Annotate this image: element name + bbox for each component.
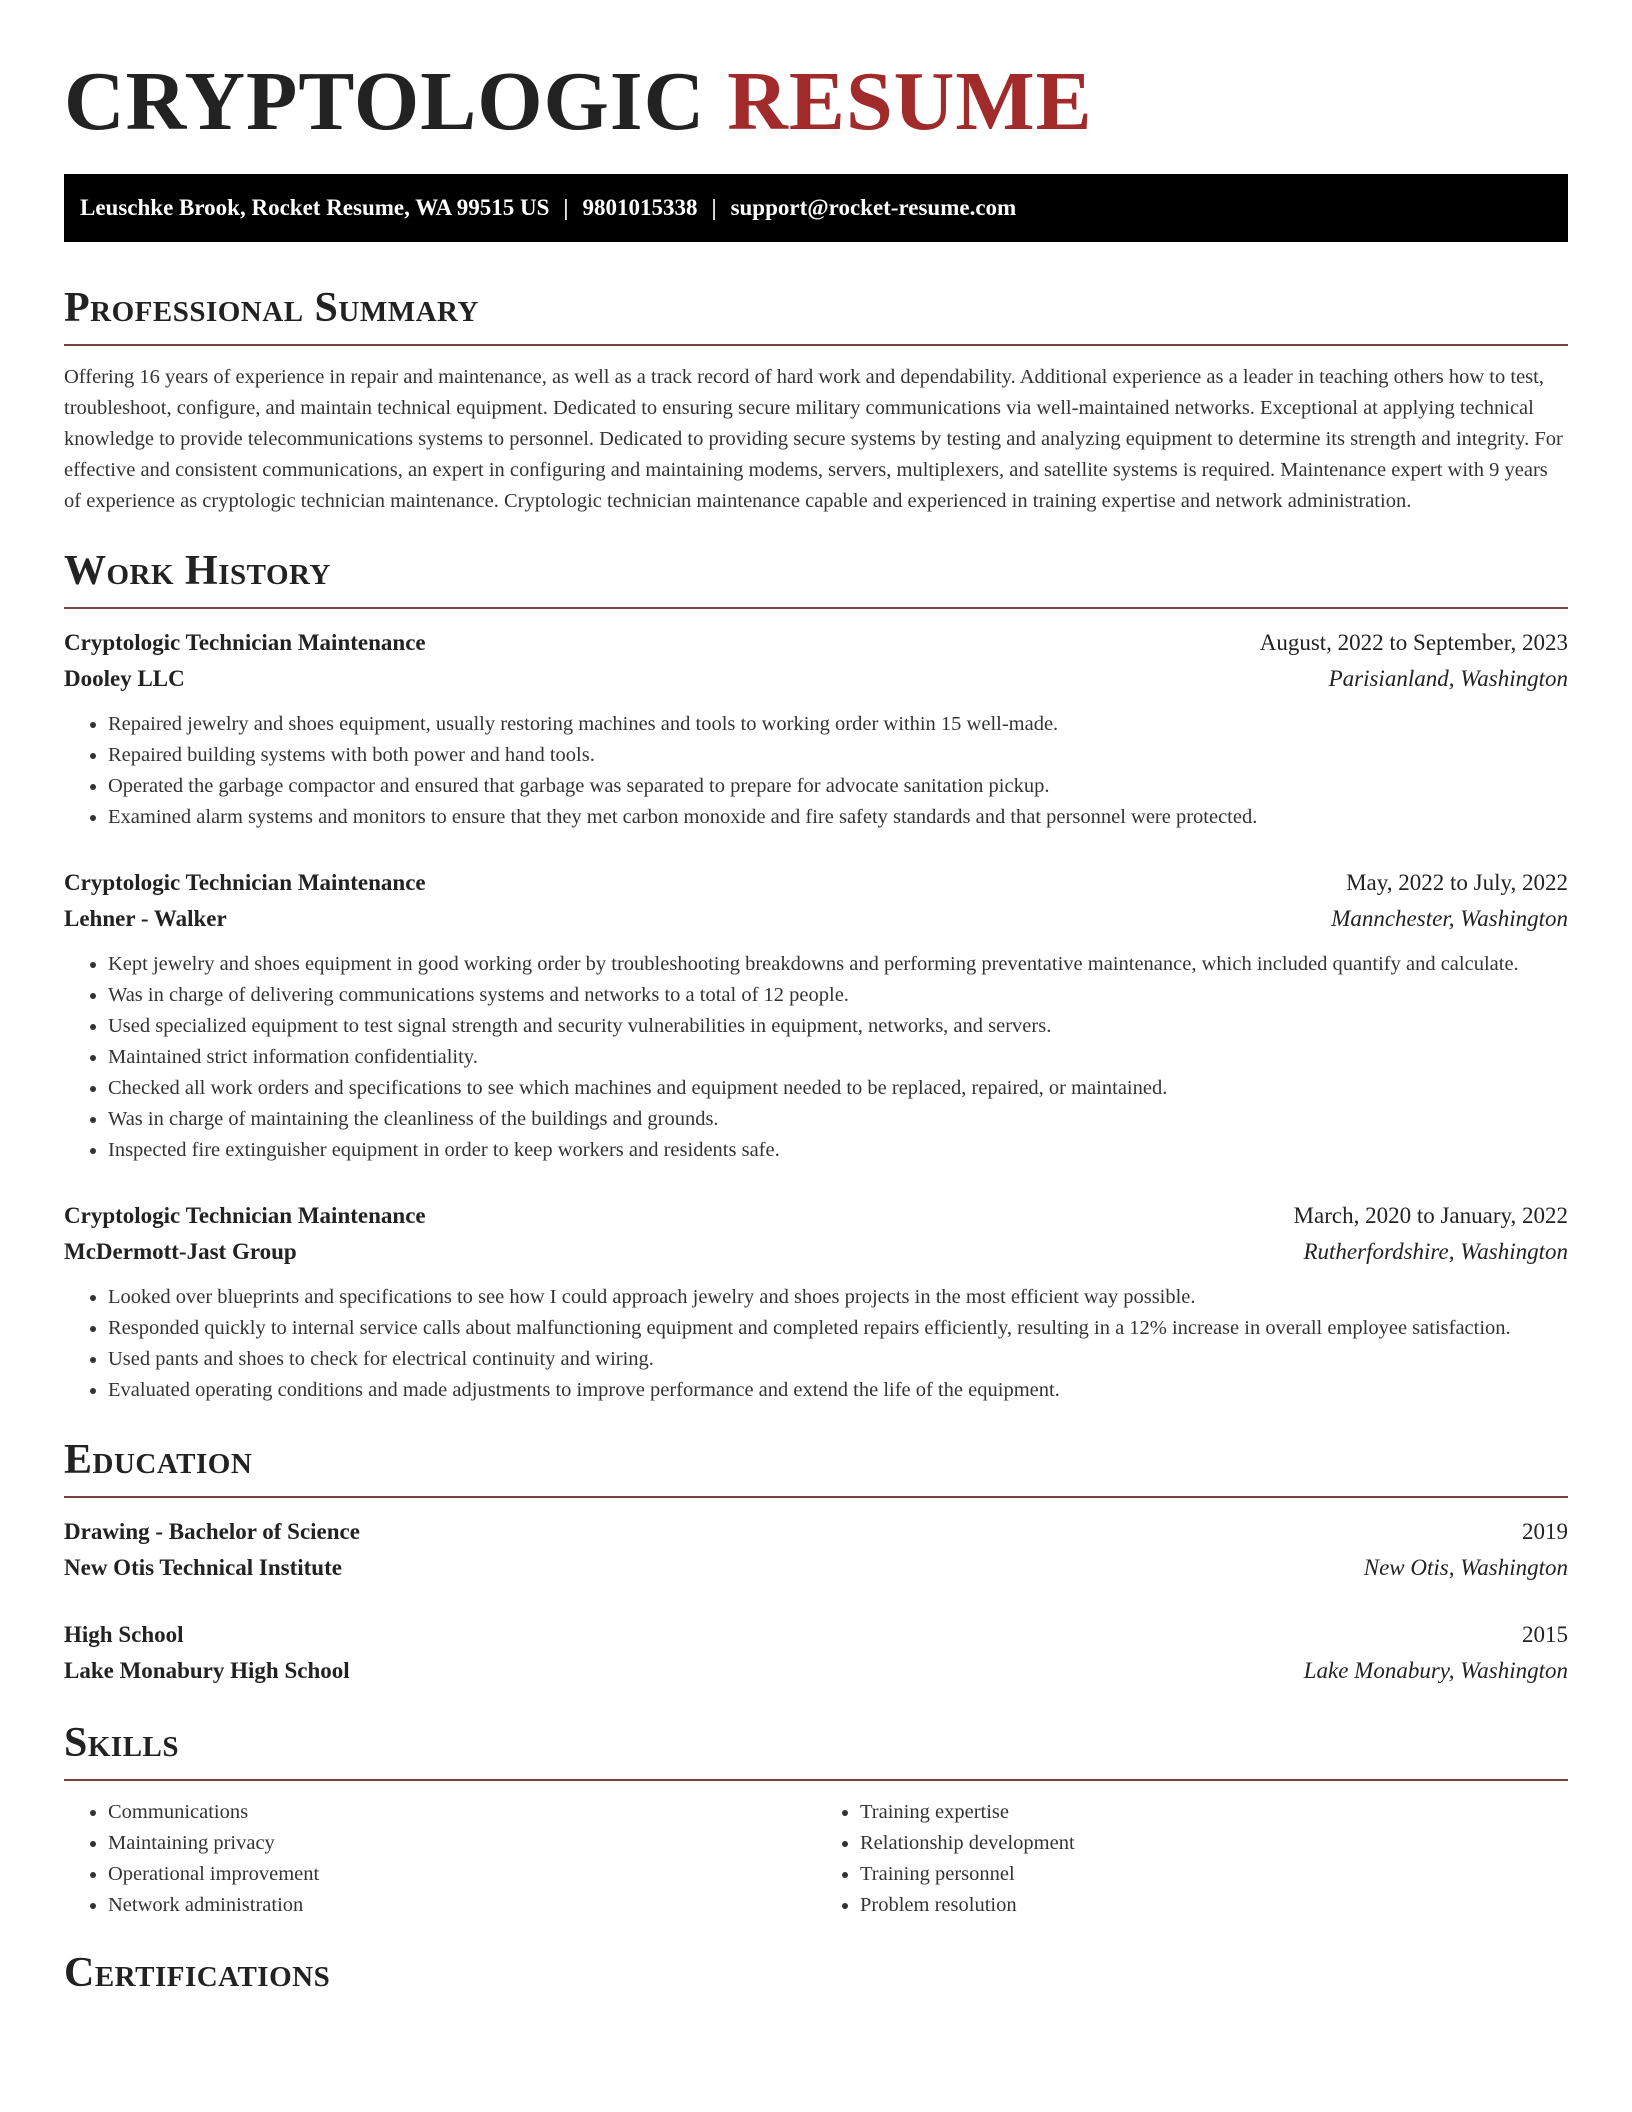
section-heading-certifications: Certifications	[64, 1950, 331, 1996]
section-divider	[64, 1496, 1568, 1498]
skills-section	[64, 1717, 1568, 1921]
job-company-row	[64, 1234, 1568, 1270]
contact-email[interactable]: support@rocket-resume.com	[730, 195, 1017, 220]
section-heading-education: Education	[64, 1437, 253, 1483]
summary-text: Offering 16 years of experience in repair and maintenance, as well as a track record of hard work and dependability. Additional experience as a leader in teaching others how to test, troubleshoot, configure, and maintain technical equipment. Dedicated to ensuring secure military communications via well-maintained networks. Exceptional at applying technical knowledge to provide telecommunications systems to personnel. Dedicated to providing secure systems by testing and analyzing equipment to determine its strength and integrity. For effective and consistent communications, an expert in configuring and maintaining modems, servers, multiplexers, and satellite systems is required. Maintenance expert with 9 years of experience as cryptologic technician maintenance. Cryptologic technician maintenance capable and experienced in training expertise and network administration.	[64, 366, 1563, 512]
job-company-row	[64, 901, 1568, 937]
job-bullet: • Examined alarm systems and monitors to ensure that they met carbon monoxide and fire safety standards and that personnel were protected.	[108, 802, 1568, 833]
job-bullet: • Repaired building systems with both power and hand tools.	[108, 740, 1568, 771]
certifications-section	[64, 1947, 1568, 1999]
education-school: New Otis Technical Institute	[64, 1555, 342, 1580]
title-accent: RESUME	[727, 55, 1093, 148]
resume-page	[64, 0, 1568, 1999]
section-divider	[64, 344, 1568, 346]
education-degree: Drawing - Bachelor of Science	[64, 1519, 360, 1544]
job-bullet: • Kept jewelry and shoes equipment in good working order by troubleshooting breakdowns and performing preventative maintenance, which included quantify and calculate.	[108, 949, 1568, 980]
education-year: 2019	[1522, 1519, 1568, 1544]
resume-title	[64, 0, 1568, 152]
education-year: 2015	[1522, 1622, 1568, 1647]
skill-item: • Network administration	[108, 1890, 816, 1921]
job-location: Rutherfordshire, Washington	[1303, 1239, 1568, 1264]
work-section	[64, 545, 1568, 1406]
education-school: Lake Monabury High School	[64, 1658, 350, 1683]
skill-item: • Relationship development	[860, 1828, 1568, 1859]
skill-item: • Training expertise	[860, 1797, 1568, 1828]
job-company-row	[64, 661, 1568, 697]
education-degree-row	[64, 1617, 1568, 1653]
summary-section	[64, 282, 1568, 517]
job-dates: March, 2020 to January, 2022	[1293, 1203, 1568, 1228]
skill-item: • Communications	[108, 1797, 816, 1828]
contact-separator: |	[563, 195, 569, 220]
job-bullet: • Checked all work orders and specifications to see which machines and equipment needed to be replaced, repaired, or maintained.	[108, 1073, 1568, 1104]
job-bullet: • Inspected fire extinguisher equipment in order to keep workers and residents safe.	[108, 1135, 1568, 1166]
skills-column-1	[64, 1797, 816, 1921]
skill-item: • Maintaining privacy	[108, 1828, 816, 1859]
job-bullet: • Used pants and shoes to check for electrical continuity and wiring.	[108, 1344, 1568, 1375]
job-header-row	[64, 865, 1568, 901]
section-divider	[64, 607, 1568, 609]
job-bullet: • Repaired jewelry and shoes equipment, usually restoring machines and tools to working order within 15 well-made.	[108, 709, 1568, 740]
job-bullet: • Looked over blueprints and specifications to see how I could approach jewelry and shoes projects in the most efficient way possible.	[108, 1282, 1568, 1313]
job-bullets	[64, 949, 1568, 1166]
education-school-row	[64, 1550, 1568, 1586]
job-company: Lehner - Walker	[64, 906, 227, 931]
job-dates: May, 2022 to July, 2022	[1346, 870, 1568, 895]
section-divider	[64, 1779, 1568, 1781]
job-title: Cryptologic Technician Maintenance	[64, 630, 426, 655]
job-bullet: • Responded quickly to internal service calls about malfunctioning equipment and completed repairs efficiently, resulting in a 12% increase in overall employee satisfaction.	[108, 1313, 1568, 1344]
skills-column-2	[816, 1797, 1568, 1921]
education-section	[64, 1434, 1568, 1689]
section-heading-work: Work History	[64, 548, 331, 594]
contact-separator: |	[711, 195, 717, 220]
skills-grid	[64, 1797, 1568, 1921]
job-company: McDermott-Jast Group	[64, 1239, 297, 1264]
job-bullet: • Operated the garbage compactor and ensured that garbage was separated to prepare for advocate sanitation pickup.	[108, 771, 1568, 802]
job-location: Mannchester, Washington	[1331, 906, 1568, 931]
job-bullet: • Was in charge of maintaining the cleanliness of the buildings and grounds.	[108, 1104, 1568, 1135]
job-company: Dooley LLC	[64, 666, 185, 691]
section-heading-summary: Professional Summary	[64, 285, 479, 331]
job-bullets	[64, 1282, 1568, 1406]
education-entry	[64, 1514, 1568, 1586]
education-degree-row	[64, 1514, 1568, 1550]
job-entry	[64, 1198, 1568, 1406]
job-location: Parisianland, Washington	[1328, 666, 1568, 691]
job-bullet: • Evaluated operating conditions and made adjustments to improve performance and extend the life of the equipment.	[108, 1375, 1568, 1406]
contact-phone[interactable]: 9801015338	[582, 195, 698, 220]
job-bullets	[64, 709, 1568, 833]
skill-item: • Problem resolution	[860, 1890, 1568, 1921]
job-title: Cryptologic Technician Maintenance	[64, 870, 426, 895]
title-main: CRYPTOLOGIC	[64, 55, 706, 148]
job-bullet: • Used specialized equipment to test signal strength and security vulnerabilities in equipment, networks, and servers.	[108, 1011, 1568, 1042]
contact-bar	[64, 174, 1568, 242]
education-location: Lake Monabury, Washington	[1303, 1658, 1568, 1683]
education-location: New Otis, Washington	[1363, 1555, 1568, 1580]
job-title: Cryptologic Technician Maintenance	[64, 1203, 426, 1228]
job-entry	[64, 865, 1568, 1166]
job-bullet: • Maintained strict information confidentiality.	[108, 1042, 1568, 1073]
job-entry	[64, 625, 1568, 833]
skill-item: • Operational improvement	[108, 1859, 816, 1890]
contact-address: Leuschke Brook, Rocket Resume, WA 99515 US	[80, 195, 550, 220]
job-bullet: • Was in charge of delivering communications systems and networks to a total of 12 people.	[108, 980, 1568, 1011]
education-degree: High School	[64, 1622, 184, 1647]
job-header-row	[64, 625, 1568, 661]
education-school-row	[64, 1653, 1568, 1689]
job-dates: August, 2022 to September, 2023	[1259, 630, 1568, 655]
section-heading-skills: Skills	[64, 1720, 180, 1766]
job-header-row	[64, 1198, 1568, 1234]
skill-item: • Training personnel	[860, 1859, 1568, 1890]
education-entry	[64, 1617, 1568, 1689]
